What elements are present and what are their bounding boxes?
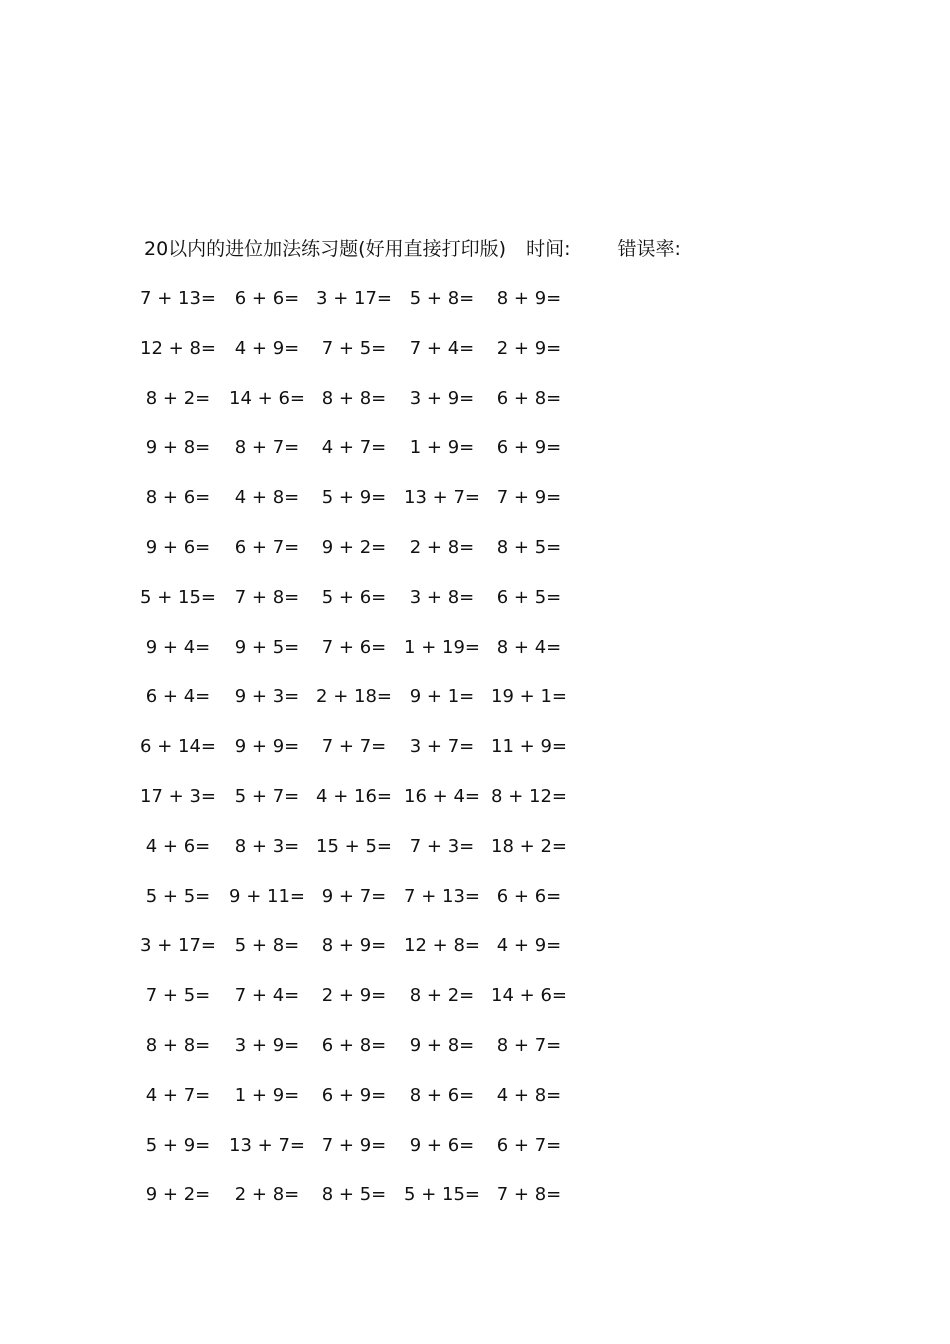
problem-row: [144, 532, 604, 582]
problem-row: [140, 582, 604, 632]
problem-row: [144, 1130, 604, 1180]
addition-problem: 9 + 7=: [321, 885, 387, 907]
addition-problem: 7 + 8=: [234, 586, 300, 608]
problem-row: [144, 1179, 604, 1229]
addition-problem: 1 + 9=: [234, 1084, 300, 1106]
addition-problem: 8 + 7=: [496, 1034, 562, 1056]
addition-problem: 1 + 19=: [404, 636, 480, 658]
addition-problem: 6 + 7=: [496, 1134, 562, 1156]
problem-grid: [140, 283, 604, 1229]
problem-row: [140, 781, 604, 831]
addition-problem: 7 + 5=: [321, 337, 387, 359]
addition-problem: 9 + 1=: [409, 686, 475, 708]
problem-row: [140, 731, 604, 781]
addition-problem: 8 + 8=: [145, 1034, 211, 1056]
addition-problem: 7 + 7=: [321, 736, 387, 758]
problem-row: [144, 482, 604, 532]
addition-problem: 3 + 17=: [316, 288, 392, 309]
addition-problem: 2 + 9=: [496, 337, 562, 359]
addition-problem: 11 + 9=: [491, 736, 567, 758]
addition-problem: 6 + 6=: [234, 288, 300, 309]
addition-problem: 7 + 6=: [321, 636, 387, 658]
addition-problem: 6 + 14=: [140, 736, 216, 758]
addition-problem: 9 + 5=: [234, 636, 300, 658]
problem-row: [144, 1080, 604, 1130]
addition-problem: 8 + 9=: [321, 935, 387, 957]
addition-problem: 4 + 8=: [496, 1084, 562, 1106]
addition-problem: 9 + 3=: [234, 686, 300, 708]
addition-problem: 4 + 6=: [145, 835, 211, 857]
addition-problem: 6 + 8=: [321, 1034, 387, 1056]
addition-problem: 8 + 3=: [234, 835, 300, 857]
addition-problem: 8 + 5=: [496, 536, 562, 558]
addition-problem: 5 + 8=: [409, 288, 475, 309]
addition-problem: 9 + 6=: [145, 536, 211, 558]
time-label: 时间:: [526, 238, 571, 260]
addition-problem: 4 + 16=: [316, 785, 392, 807]
addition-problem: 14 + 6=: [229, 387, 305, 409]
addition-problem: 9 + 8=: [409, 1034, 475, 1056]
addition-problem: 16 + 4=: [404, 785, 480, 807]
addition-problem: 7 + 9=: [321, 1134, 387, 1156]
problem-row: [144, 831, 604, 881]
addition-problem: 6 + 7=: [234, 536, 300, 558]
addition-problem: 5 + 15=: [404, 1184, 480, 1206]
addition-problem: 6 + 9=: [321, 1084, 387, 1106]
addition-problem: 4 + 8=: [234, 487, 300, 509]
problem-row: [140, 333, 604, 383]
addition-problem: 2 + 18=: [316, 686, 392, 708]
addition-problem: 4 + 9=: [234, 337, 300, 359]
addition-problem: 8 + 5=: [321, 1184, 387, 1206]
addition-problem: 14 + 6=: [491, 985, 567, 1007]
addition-problem: 9 + 2=: [321, 536, 387, 558]
addition-problem: 13 + 7=: [229, 1134, 305, 1156]
addition-problem: 3 + 8=: [409, 586, 475, 608]
addition-problem: 3 + 9=: [234, 1034, 300, 1056]
problem-row: [140, 283, 604, 333]
addition-problem: 4 + 7=: [145, 1084, 211, 1106]
addition-problem: 2 + 8=: [234, 1184, 300, 1206]
addition-problem: 3 + 9=: [409, 387, 475, 409]
addition-problem: 5 + 8=: [234, 935, 300, 957]
addition-problem: 19 + 1=: [491, 686, 567, 708]
worksheet-header: [144, 233, 681, 265]
addition-problem: 2 + 9=: [321, 985, 387, 1007]
addition-problem: 3 + 7=: [409, 736, 475, 758]
addition-problem: 9 + 8=: [145, 437, 211, 459]
addition-problem: 3 + 17=: [140, 935, 216, 957]
addition-problem: 15 + 5=: [316, 835, 392, 857]
addition-problem: 12 + 8=: [140, 337, 216, 359]
addition-problem: 8 + 6=: [409, 1084, 475, 1106]
addition-problem: 7 + 13=: [404, 885, 480, 907]
addition-problem: 7 + 4=: [409, 337, 475, 359]
addition-problem: 1 + 9=: [409, 437, 475, 459]
addition-problem: 5 + 9=: [145, 1134, 211, 1156]
addition-problem: 8 + 12=: [491, 785, 567, 807]
addition-problem: 17 + 3=: [140, 785, 216, 807]
addition-problem: 13 + 7=: [404, 487, 480, 509]
addition-problem: 5 + 7=: [234, 785, 300, 807]
addition-problem: 5 + 5=: [145, 885, 211, 907]
error-rate-label: 错误率:: [617, 238, 681, 260]
addition-problem: 8 + 2=: [409, 985, 475, 1007]
addition-problem: 4 + 7=: [321, 437, 387, 459]
problem-row: [144, 432, 604, 482]
addition-problem: 2 + 8=: [409, 536, 475, 558]
addition-problem: 12 + 8=: [404, 935, 480, 957]
addition-problem: 8 + 9=: [496, 288, 562, 309]
addition-problem: 18 + 2=: [491, 835, 567, 857]
addition-problem: 8 + 6=: [145, 487, 211, 509]
addition-problem: 6 + 5=: [496, 586, 562, 608]
addition-problem: 6 + 4=: [145, 686, 211, 708]
addition-problem: 9 + 6=: [409, 1134, 475, 1156]
addition-problem: 9 + 2=: [145, 1184, 211, 1206]
problem-row: [144, 632, 604, 682]
addition-problem: 8 + 2=: [145, 387, 211, 409]
addition-problem: 6 + 6=: [496, 885, 562, 907]
problem-row: [144, 980, 604, 1030]
worksheet-title: 20以内的进位加法练习题(好用直接打印版): [144, 238, 507, 260]
addition-problem: 7 + 4=: [234, 985, 300, 1007]
addition-problem: 5 + 9=: [321, 487, 387, 509]
addition-problem: 6 + 9=: [496, 437, 562, 459]
addition-problem: 7 + 5=: [145, 985, 211, 1007]
addition-problem: 9 + 11=: [229, 885, 305, 907]
problem-row: [144, 681, 604, 731]
addition-problem: 5 + 6=: [321, 586, 387, 608]
addition-problem: 5 + 15=: [140, 586, 216, 608]
addition-problem: 8 + 4=: [496, 636, 562, 658]
addition-problem: 8 + 8=: [321, 387, 387, 409]
problem-row: [140, 930, 604, 980]
addition-problem: 4 + 9=: [496, 935, 562, 957]
addition-problem: 9 + 9=: [234, 736, 300, 758]
addition-problem: 7 + 9=: [496, 487, 562, 509]
addition-problem: 8 + 7=: [234, 437, 300, 459]
problem-row: [144, 881, 604, 931]
addition-problem: 7 + 8=: [496, 1184, 562, 1206]
problem-row: [144, 1030, 604, 1080]
problem-row: [144, 383, 604, 433]
addition-problem: 7 + 13=: [140, 288, 216, 309]
addition-problem: 9 + 4=: [145, 636, 211, 658]
addition-problem: 6 + 8=: [496, 387, 562, 409]
addition-problem: 7 + 3=: [409, 835, 475, 857]
